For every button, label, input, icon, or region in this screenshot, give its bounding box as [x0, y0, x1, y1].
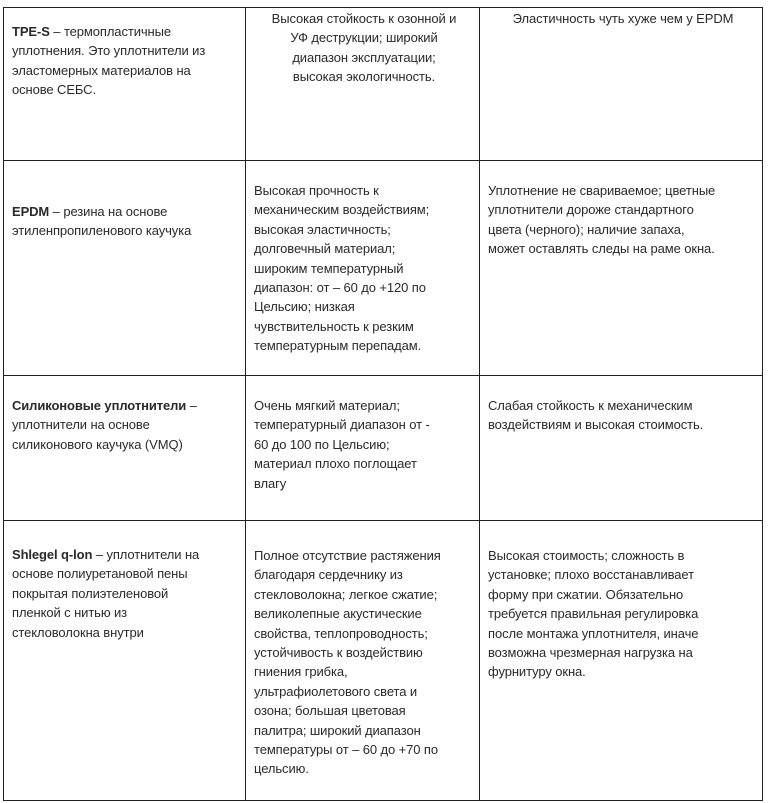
material-name: TPE-S	[12, 24, 50, 39]
material-description: – уплотнители на основе полиуретановой пены покрытая полиэтеленовой пленкой с нитью из стекловолокна внутри	[12, 547, 200, 640]
material-cell-tpe-s	[12, 22, 240, 100]
disadvantages-cell: Высокая стоимость; сложность в установке; плохо восстанавливает форму при сжатии. Обязательно требуется правильная регулировка после монтажа уплотнителя, иначе возможна чрезмерная нагрузка на фурнитуру окна.	[488, 548, 699, 680]
disadvantages-cell: Эластичность чуть хуже чем у EPDM	[512, 11, 734, 26]
material-description: – термопластичные уплотнения. Это уплотнители из эластомерных материалов на основе СЕБС.	[12, 24, 206, 98]
material-cell-epdm	[12, 202, 240, 241]
material-name: EPDM	[12, 204, 50, 219]
material-description: – уплотнители на основе силиконового каучука (VMQ)	[12, 398, 197, 452]
material-cell-shlegel	[12, 545, 240, 642]
column-divider	[245, 7, 246, 801]
row-divider	[3, 160, 763, 161]
disadvantages-cell: Слабая стойкость к механическим воздействиям и высокая стоимость.	[488, 398, 704, 433]
material-description: – резина на основе этиленпропиленового каучука	[12, 204, 192, 239]
row-divider	[3, 375, 763, 376]
column-divider	[479, 7, 480, 801]
advantages-cell: Высокая стойкость к озонной и УФ деструкции; широкий диапазон эксплуатации; высокая экологичность.	[271, 11, 457, 85]
advantages-cell: Высокая прочность к механическим воздействиям; высокая эластичность; долговечный материал; широким температурный диапазон: от – 60 до +120 по Цельсию; низкая чувствительность к резким температурным перепадам.	[254, 183, 430, 354]
disadvantages-cell: Уплотнение не свариваемое; цветные уплотнители дороже стандартного цвета (черного); наличие запаха, может оставлять следы на раме окна.	[488, 183, 716, 257]
material-name: Shlegel q-lon	[12, 547, 93, 562]
advantages-cell: Очень мягкий материал; температурный диапазон от - 60 до 100 по Цельсию; материал плохо поглощает влагу	[254, 398, 430, 491]
material-name: Силиконовые уплотнители	[12, 398, 187, 413]
material-cell-silicone	[12, 396, 240, 454]
advantages-cell: Полное отсутствие растяжения благодаря сердечнику из стекловолокна; легкое сжатие; великолепные акустические свойства, теплопроводность; устойчивость к воздействию гниения грибка, ультрафиолетового света и озона; большая цветовая палитра; широкий диапазон температуры от – 60 до +70 по цельсию.	[254, 548, 441, 777]
row-divider	[3, 520, 763, 521]
